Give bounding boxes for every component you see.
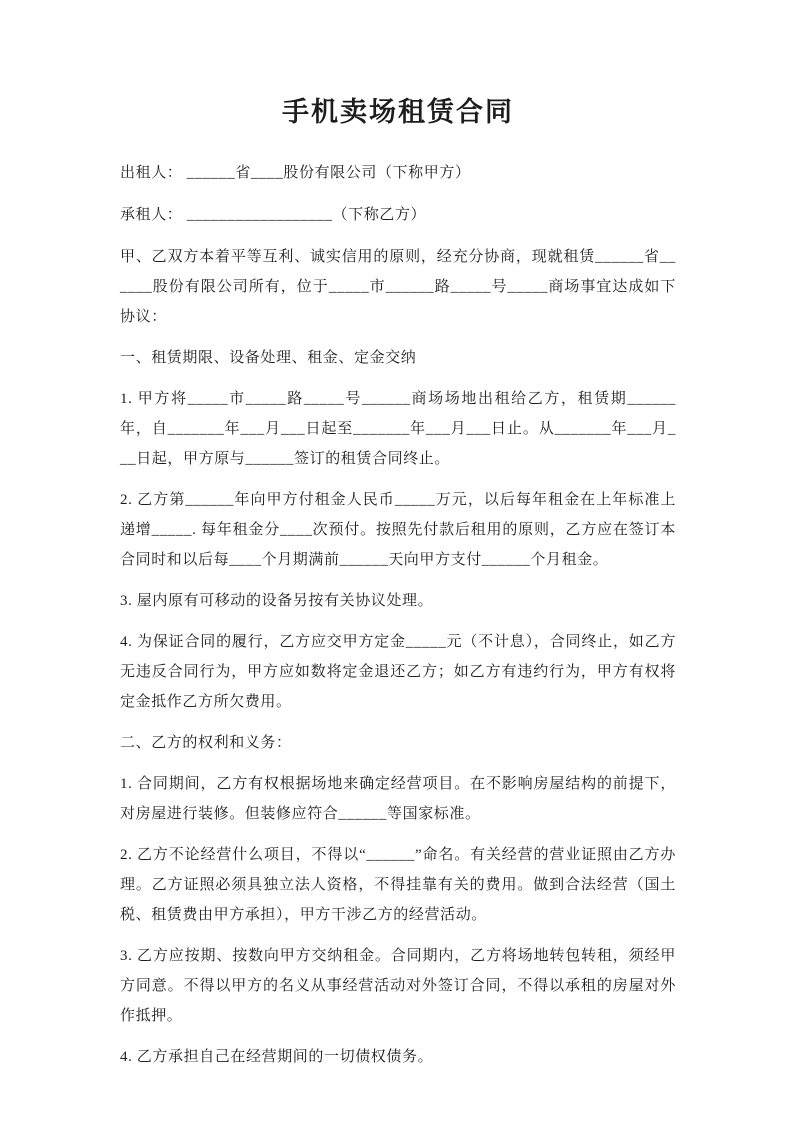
section-1-clause-2: 2. 乙方第______年向甲方付租金人民币_____万元，以后每年租金在上年标准上递增_____. 每年租金分____次预付。按照先付款后租用的原则，乙方应在签订本合同时和以后每____个月期满前______天向甲方支付______个月租金。 (120, 492, 676, 568)
section-1-clause-1: 1. 甲方将_____市_____路_____号______商场场地出租给乙方，租赁期______年，自_______年___月___日起至_______年___月___日止。从_______年___月___日起，甲方原与______签订的租赁合同终止。 (120, 391, 676, 467)
section-1-clause-4: 4. 为保证合同的履行，乙方应交甲方定金_____元（不计息），合同终止，如乙方无违反合同行为，甲方应如数将定金退还乙方；如乙方有违约行为，甲方有权将定金抵作乙方所欠费用。 (120, 634, 676, 710)
section-1-heading: 一、租赁期限、设备处理、租金、定金交纳 (120, 350, 417, 366)
section-2-clause-1: 1. 合同期间，乙方有权根据场地来确定经营项目。在不影响房屋结构的前提下，对房屋进行装修。但装修应符合______等国家标准。 (120, 776, 676, 822)
lessee-line: 承租人： __________________（下称乙方） (120, 207, 427, 223)
section-2-clause-2: 2. 乙方不论经营什么项目，不得以“______”命名。有关经营的营业证照由乙方办理。乙方证照必须具独立法人资格，不得挂靠有关的费用。做到合法经营（国土税、租赁费由甲方承担），甲方干涉乙方的经营活动。 (120, 847, 676, 923)
section-2-clause-3: 3. 乙方应按期、按数向甲方交纳租金。合同期内，乙方将场地转包转租，须经甲方同意。不得以甲方的名义从事经营活动对外签订合同，不得以承租的房屋对外作抵押。 (120, 948, 676, 1024)
document-title: 手机卖场租赁合同 (282, 97, 514, 127)
lessor-line: 出租人： ______省____股份有限公司（下称甲方） (120, 165, 471, 181)
preamble-paragraph: 甲、乙双方本着平等互利、诚实信用的原则，经充分协商，现就租赁______省______股份有限公司所有，位于_____市______路_____号_____商场事宜达成如下协议： (120, 249, 676, 325)
section-2-clause-4: 4. 乙方承担自己在经营期间的一切债权债务。 (120, 1049, 434, 1065)
section-1-clause-3: 3. 屋内原有可移动的设备另按有关协议处理。 (120, 593, 434, 609)
section-2-heading: 二、乙方的权利和义务： (120, 735, 292, 751)
